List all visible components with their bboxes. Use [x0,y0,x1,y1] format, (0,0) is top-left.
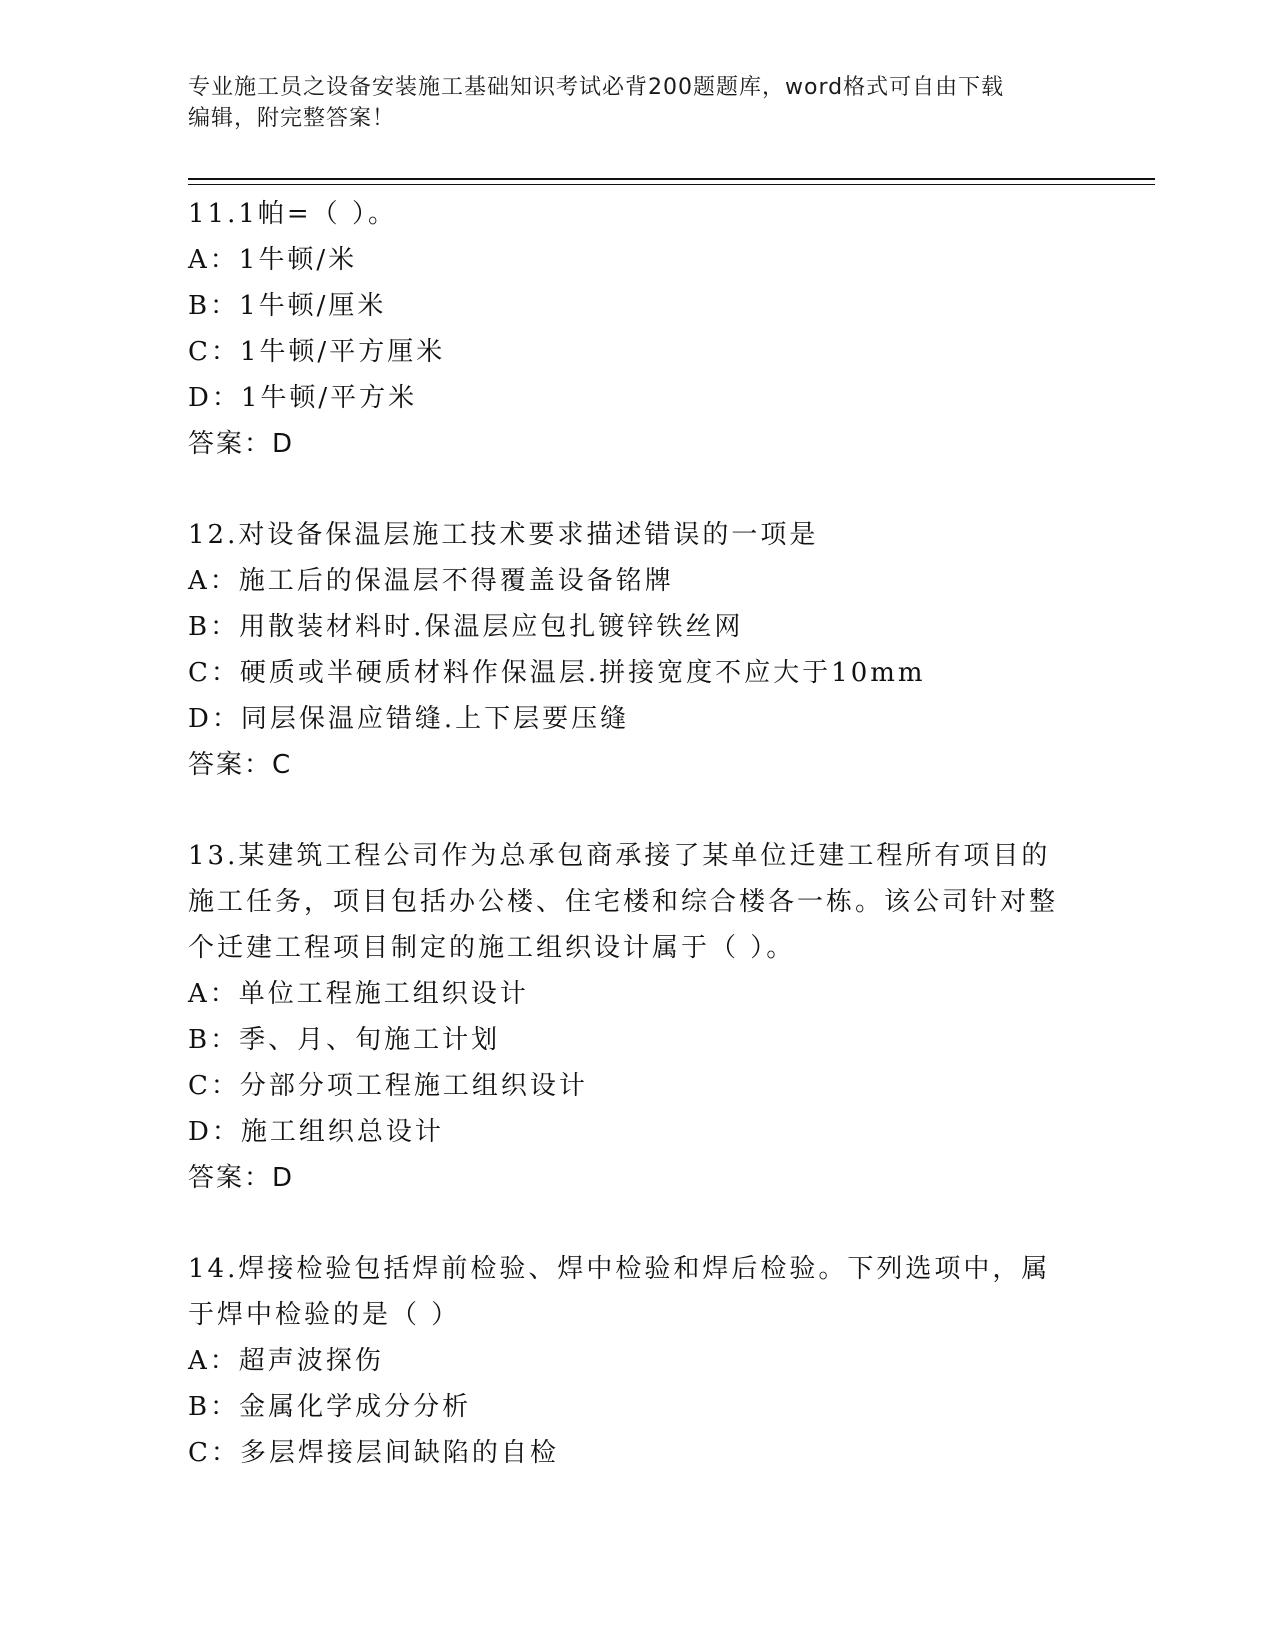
option-b: B：1牛顿/厘米 [188,291,387,321]
answer-label: 答案：D [188,1163,295,1193]
question-11 [188,191,1088,467]
option-d: D：同层保温应错缝.上下层要压缝 [188,704,630,734]
option-d: D：施工组织总设计 [188,1117,444,1147]
question-stem: 14.焊接检验包括焊前检验、焊中检验和焊后检验。下列选项中，属于焊中检验的是（ ） [188,1254,1051,1330]
option-a: A：1牛顿/米 [188,245,358,275]
option-b: B：金属化学成分分析 [188,1392,472,1422]
header-title-line-2: 编辑，附完整答案！ [188,106,396,131]
question-list [188,191,1088,1521]
question-stem: 12.对设备保温层施工技术要求描述错误的一项是 [188,520,819,550]
option-a: A：施工后的保温层不得覆盖设备铭牌 [188,566,674,596]
document-header [188,72,1088,134]
option-b: B：季、月、旬施工计划 [188,1025,501,1055]
header-divider-thick [188,178,1155,180]
option-c: C：多层焊接层间缺陷的自检 [188,1438,559,1468]
option-d: D：1牛顿/平方米 [188,383,418,413]
option-a: A：单位工程施工组织设计 [188,979,529,1009]
question-stem: 13.某建筑工程公司作为总承包商承接了某单位迁建工程所有项目的施工任务，项目包括办公楼、住宅楼和综合楼各一栋。该公司针对整个迁建工程项目制定的施工组织设计属于（ ）。 [188,841,1059,963]
answer-label: 答案：D [188,429,295,459]
question-14 [188,1246,1088,1476]
option-c: C：分部分项工程施工组织设计 [188,1071,588,1101]
header-divider-thin [188,184,1155,185]
question-13 [188,833,1088,1201]
answer-label: 答案：C [188,750,293,780]
option-a: A：超声波探伤 [188,1346,384,1376]
question-12 [188,512,1088,788]
option-b: B：用散装材料时.保温层应包扎镀锌铁丝网 [188,612,744,642]
question-stem: 11.1帕=（ ）。 [188,199,397,229]
header-title-line-1: 专业施工员之设备安装施工基础知识考试必背200题题库，word格式可自由下载 [188,75,1005,100]
option-c: C：1牛顿/平方厘米 [188,337,446,367]
option-c: C：硬质或半硬质材料作保温层.拼接宽度不应大于10mm [188,658,926,688]
